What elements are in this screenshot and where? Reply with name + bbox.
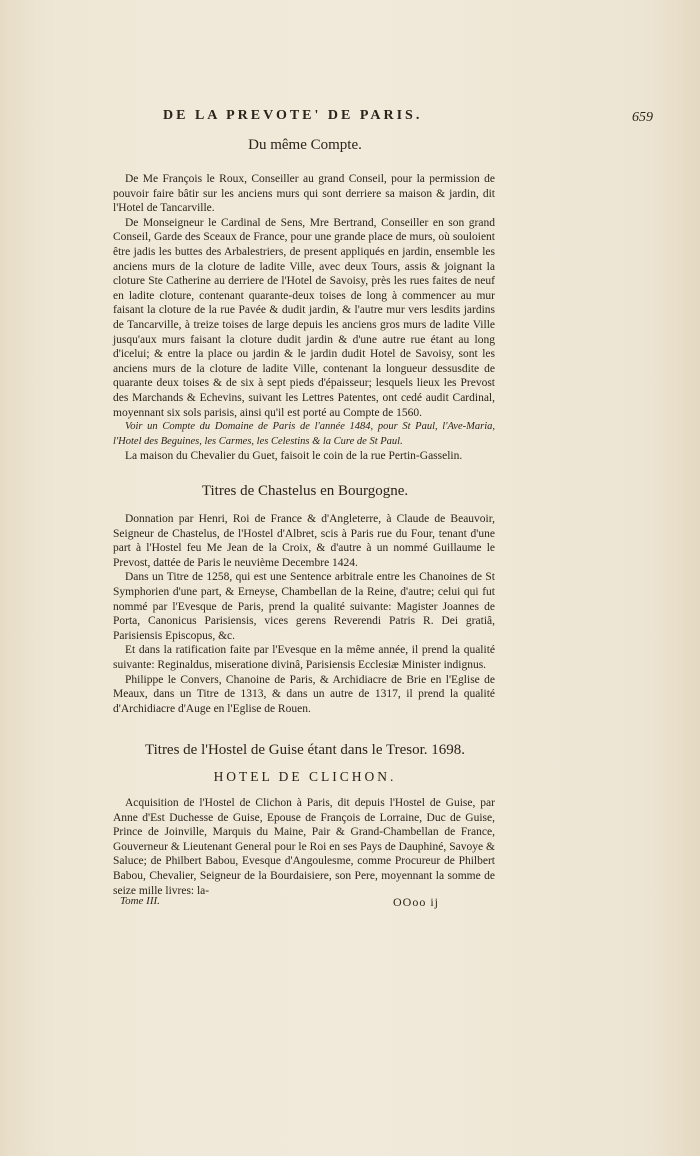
paragraph: Donnation par Henri, Roi de France & d'Angleterre, à Claude de Beauvoir, Seigneur de Chastelus, de l'Hostel d'Albret, scis à Paris rue du Four, tenant d'une part à l'Hostel feu Me Jean de la Croix, & d'autre à un nommé Guillaume le Prevost, dattée de Paris le neuvième Decembre 1424.: [113, 513, 495, 569]
section-heading-compte: Du même Compte.: [248, 137, 362, 153]
section-subheading-clichon: HOTEL DE CLICHON.: [213, 769, 397, 784]
page-number: 659: [632, 110, 653, 125]
running-head: DE LA PREVOTE' DE PARIS.: [163, 108, 423, 123]
signature-mark: OOoo ij: [393, 895, 439, 909]
paragraph: Dans un Titre de 1258, qui est une Sentence arbitrale entre les Chanoines de St Symphorien d'une part, & Erneyse, Chambellan de la Reine, d'autre; celui qui fut nommé par l'Evesque de Paris, prend la qualité suivante: Magister Joannes de Porta, Canonicus Parisiensis, vices gerens Reverendi Patris R. Dei gratiâ, Parisiensis Episcopus, &c.: [113, 571, 495, 642]
paragraph: De Monseigneur le Cardinal de Sens, Mre Bertrand, Conseiller en son grand Conseil, Garde des Sceaux de France, pour une grande place de murs, où souloient être jadis les buttes des Arbalestriers, de present appliqués en jardin, ensemble les anciens murs de la cloture de ladite Ville, avec deux Tours, assis & joignant la cloture Ste Catherine au derriere de l'Hotel de Savoisy, près les rues faites de neuf en ladite cloture, contenant quarante-deux toises de long à commencer au mur faisant la cloture de la rue Pavée & dudit jardin, & l'autre mur vers lesdits jardins de Tancarville, à treize toises de large depuis les anciens gros murs de ladite Ville jusqu'aux murs faisant la cloture dudit jardin & d'une autre rue étant au long d'icelui; & entre la place ou jardin & le jardin dudit Hotel de Savoisy, sont les anciens murs de la cloture de ladite Ville, contenant la longueur dessusdite de quarante deux toises & de six à sept pieds d'épaisseur; lesquels lieux les Prevost des Marchands & Echevins, suivant les Lettres Patentes, ont cedé audit Cardinal, moyennant six sols parisis, ainsi qu'il est porté au Compte de 1560.: [113, 216, 495, 419]
paragraph: Philippe le Convers, Chanoine de Paris, & Archidiacre de Brie en l'Eglise de Meaux, dans un Titre de 1313, & dans un autre de 1317, il prend la qualité d'Archidiacre d'Auge en l'Eglise de Rouen.: [113, 673, 495, 715]
paragraph: Voir un Compte du Domaine de Paris de l'année 1484, pour St Paul, l'Ave-Maria, l'Hotel des Beguines, les Carmes, les Celestins & la Cure de St Paul.: [113, 421, 495, 447]
section-body-compte: [113, 172, 495, 464]
section-heading-guise: Titres de l'Hostel de Guise étant dans le Tresor. 1698.: [144, 742, 466, 758]
paragraph: La maison du Chevalier du Guet, faisoit le coin de la rue Pertin-Gasselin.: [125, 450, 463, 463]
paragraph: Acquisition de l'Hostel de Clichon à Paris, dit depuis l'Hostel de Guise, par Anne d'Est Duchesse de Guise, Epouse de François de Lorraine, Duc de Guise, Prince de Joinville, Marquis du Maine, Pair & Grand-Chambellan de France, Gouverneur & Lieutenant General pour le Roi en ses Pays de Dauphiné, Savoye & Saluce; de Philbert Babou, Evesque d'Angoulesme, comme Procureur de Philbert Babou, Chevalier, Seigneur de la Bourdaisiere, son Pere, moyennant la somme de seize mille livres: la-: [113, 797, 495, 897]
volume-label: Tome III.: [120, 895, 160, 907]
section-body-chastelus: [113, 512, 495, 716]
section-body-guise: [113, 796, 495, 898]
paragraph: Et dans la ratification faite par l'Evesque en la même année, il prend la qualité suivante: Reginaldus, miseratione divinâ, Parisiensis Ecclesiæ Minister indignus.: [113, 644, 495, 671]
paragraph: De Me François le Roux, Conseiller au grand Conseil, pour la permission de pouvoir faire bâtir sur les anciens murs qui sont derriere sa maison & jardin, dit l'Hotel de Tancarville.: [113, 173, 495, 215]
section-heading-chastelus: Titres de Chastelus en Bourgogne.: [201, 483, 409, 499]
